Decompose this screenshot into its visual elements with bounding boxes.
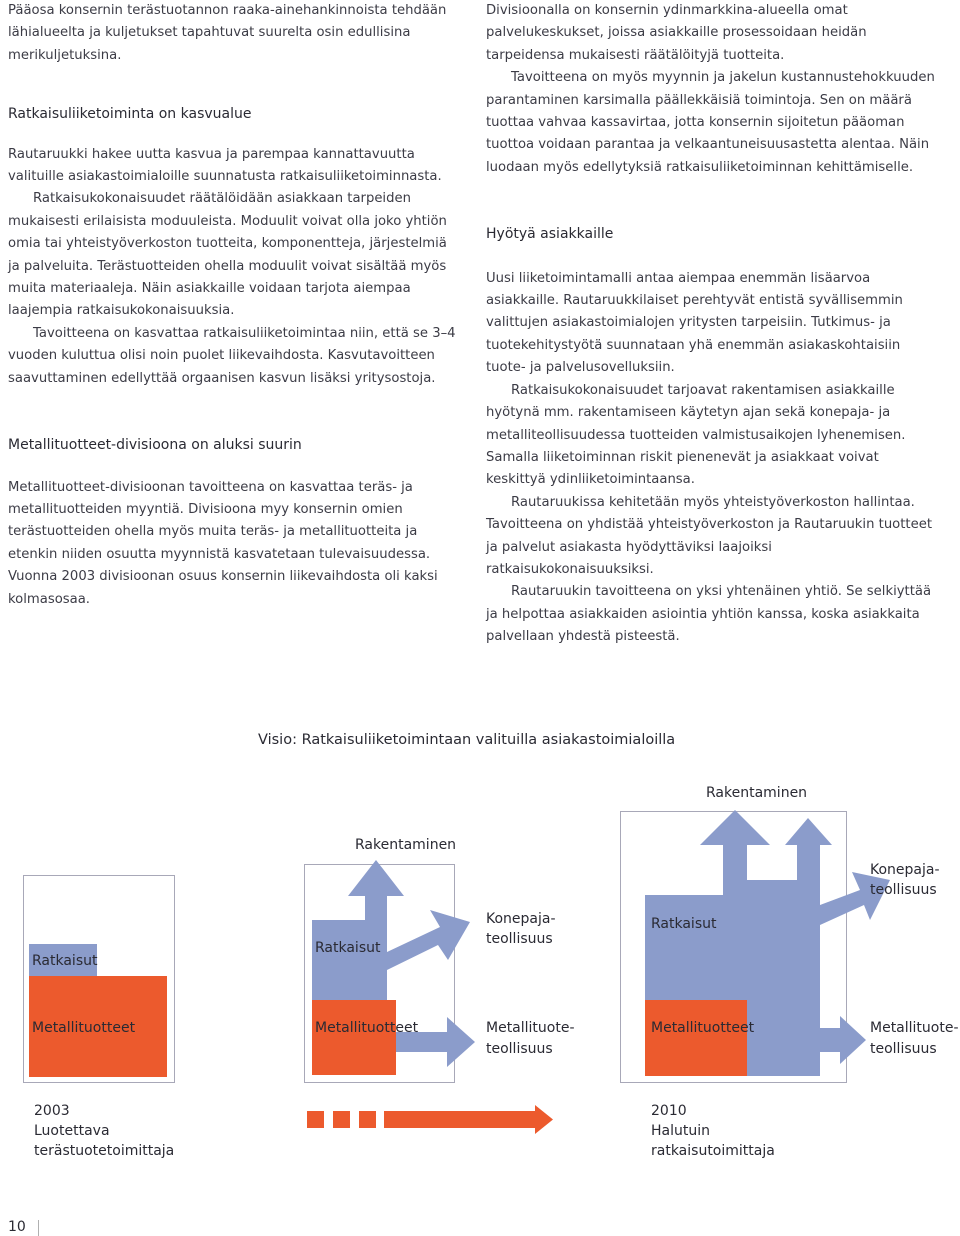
body-paragraph: Divisioonalla on konsernin ydinmarkkina-alueella omat palvelukeskukset, joissa asiakkaille prosessoidaan heidän tarpeidensa mukaisesti räätälöityjä tuotteita.: [486, 3, 867, 63]
body-paragraph: Rautaruukki hakee uutta kasvua ja parempaa kannattavuutta valituille asiakastoimialoille suunnatusta ratkaisuliiketoiminnasta.: [8, 146, 442, 185]
progress-square-3: [359, 1111, 376, 1128]
label-konepaja-line2-2010: teollisuus: [870, 882, 937, 898]
label-ratkaisut-2003: Ratkaisut: [32, 953, 98, 969]
label-metallituotteet-2003: Metallituotteet: [32, 1020, 136, 1036]
progress-square-2: [333, 1111, 350, 1128]
label-metallituotteet-mid: Metallituotteet: [315, 1020, 419, 1036]
label-metalli-line1-mid: Metallituote-: [486, 1020, 575, 1036]
caption-year-2003: 2003: [34, 1103, 70, 1119]
label-rakentaminen-2010: Rakentaminen: [706, 785, 808, 801]
label-metalli-line1-2010: Metallituote-: [870, 1020, 959, 1036]
progress-square-1: [307, 1111, 324, 1128]
intro-paragraph: Pääosa konsernin terästuotannon raaka-ainehankinnoista tehdään lähialueelta ja kuljetukset tapahtuvat suurelta osin edullisina merikuljetuksina.: [8, 3, 447, 63]
label-konepaja-line2-mid: teollisuus: [486, 931, 553, 947]
body-paragraph: Metallituotteet-divisioonan tavoitteena on kasvattaa teräs- ja metallituotteiden myyntiä. Divisioona myy konsernin omien terästuotteiden ohella myös muita teräs- ja metallituotteita ja etenkin niiden osuutta myynnistä kasvatetaan tulevaisuudessa. Vuonna 2003 divisioonan osuus konsernin liikevaihdosta oli kaksi kolmasosaa.: [8, 479, 438, 607]
body-paragraph: Ratkaisukokonaisuudet tarjoavat rakentamisen asiakkaille hyötynä mm. rakentamiseen käytetyn ajan sekä konepaja- ja metalliteollisuudessa tuotteiden valmistusaikojen lyhenemisen. Samalla liiketoiminnan riskit pienenevät ja asiakkaat voivat keskittyä ydinliiketoimintaansa.: [486, 382, 906, 488]
figure-title: Visio: Ratkaisuliiketoimintaan valituilla asiakastoimialoilla: [258, 732, 676, 748]
label-metalli-line2-mid: teollisuus: [486, 1041, 553, 1057]
label-metallituotteet-2010: Metallituotteet: [651, 1020, 755, 1036]
section-heading-metallituotteet: Metallituotteet-divisioona on aluksi suurin: [8, 437, 302, 454]
body-paragraph: Tavoitteena on kasvattaa ratkaisuliiketoimintaa niin, että se 3–4 vuoden kuluttua olisi noin puolet liikevaihdosta. Kasvutavoitteen saavuttaminen edellyttää orgaanisen kasvun lisäksi yritysostoja.: [8, 325, 456, 386]
caption-line2-2003: terästuotetoimittaja: [34, 1143, 175, 1159]
label-konepaja-line1-2010: Konepaja-: [870, 862, 940, 878]
body-paragraph: Rautaruukin tavoitteena on yksi yhtenäinen yhtiö. Se selkiyttää ja helpottaa asiakkaiden asiointia yhtiön kanssa, koska asiakkaita palvellaan yhdestä pisteestä.: [486, 584, 932, 645]
body-paragraph: Rautaruukissa kehitetään myös yhteistyöverkoston hallintaa. Tavoitteena on yhdistää yhteistyöverkoston ja Rautaruukin tuotteet ja palvelut asiakasta hyödyttäviksi laajoiksi ratkaisukokonaisuuksiksi.: [486, 494, 932, 577]
caption-line1-2003: Luotettava: [34, 1123, 110, 1139]
caption-year-2010: 2010: [651, 1103, 687, 1119]
page-number: 10: [8, 1219, 26, 1235]
label-metalli-line2-2010: teollisuus: [870, 1041, 937, 1057]
body-paragraph: Tavoitteena on myös myynnin ja jakelun kustannustehokkuuden parantaminen karsimalla päällekkäisiä toimintoja. Sen on määrä tuottaa vahvaa kassavirtaa, jotta konsernin sijoitetun pääoman tuottoa voidaan parantaa ja velkaantuneisuusastetta alentaa. Näin luodaan myös edellytyksiä ratkaisuliiketoiminnan kehittämiselle.: [486, 70, 935, 175]
label-konepaja-line1-mid: Konepaja-: [486, 911, 556, 927]
page-number-divider: [38, 1220, 39, 1236]
label-rakentaminen-mid: Rakentaminen: [355, 837, 457, 853]
body-paragraph: Ratkaisukokonaisuudet räätälöidään asiakkaan tarpeiden mukaisesti erilaisista moduuleista. Moduulit voivat olla joko yhtiön omia tai yhteistyöverkoston tuotteita, komponentteja, järjestelmiä ja palveluita. Terästuotteiden ohella moduulit voivat sisältää myös muita materiaaleja. Näin asiakkaille voidaan tarjota aiempaa laajempia ratkaisukokonaisuuksia.: [8, 191, 447, 319]
caption-line1-2010: Halutuin: [651, 1123, 710, 1139]
progress-arrow: [384, 1105, 553, 1134]
section-heading-ratkaisuliiketoiminta: Ratkaisuliiketoiminta on kasvualue: [8, 106, 252, 123]
label-ratkaisut-2010: Ratkaisut: [651, 916, 717, 932]
section-heading-hyotya: Hyötyä asiakkaille: [486, 226, 614, 243]
label-ratkaisut-mid: Ratkaisut: [315, 940, 381, 956]
body-paragraph: Uusi liiketoimintamalli antaa aiempaa enemmän lisäarvoa asiakkaille. Rautaruukkilaiset perehtyvät entistä syvällisemmin valittujen asiakastoimialojen yritysten tarpeisiin. Tutkimus- ja tuotekehitystyötä suunnataan yhä enemmän asiakaskohtaisiin tuote- ja palvelusovelluksiin.: [486, 270, 903, 376]
caption-line2-2010: ratkaisutoimittaja: [651, 1143, 775, 1159]
